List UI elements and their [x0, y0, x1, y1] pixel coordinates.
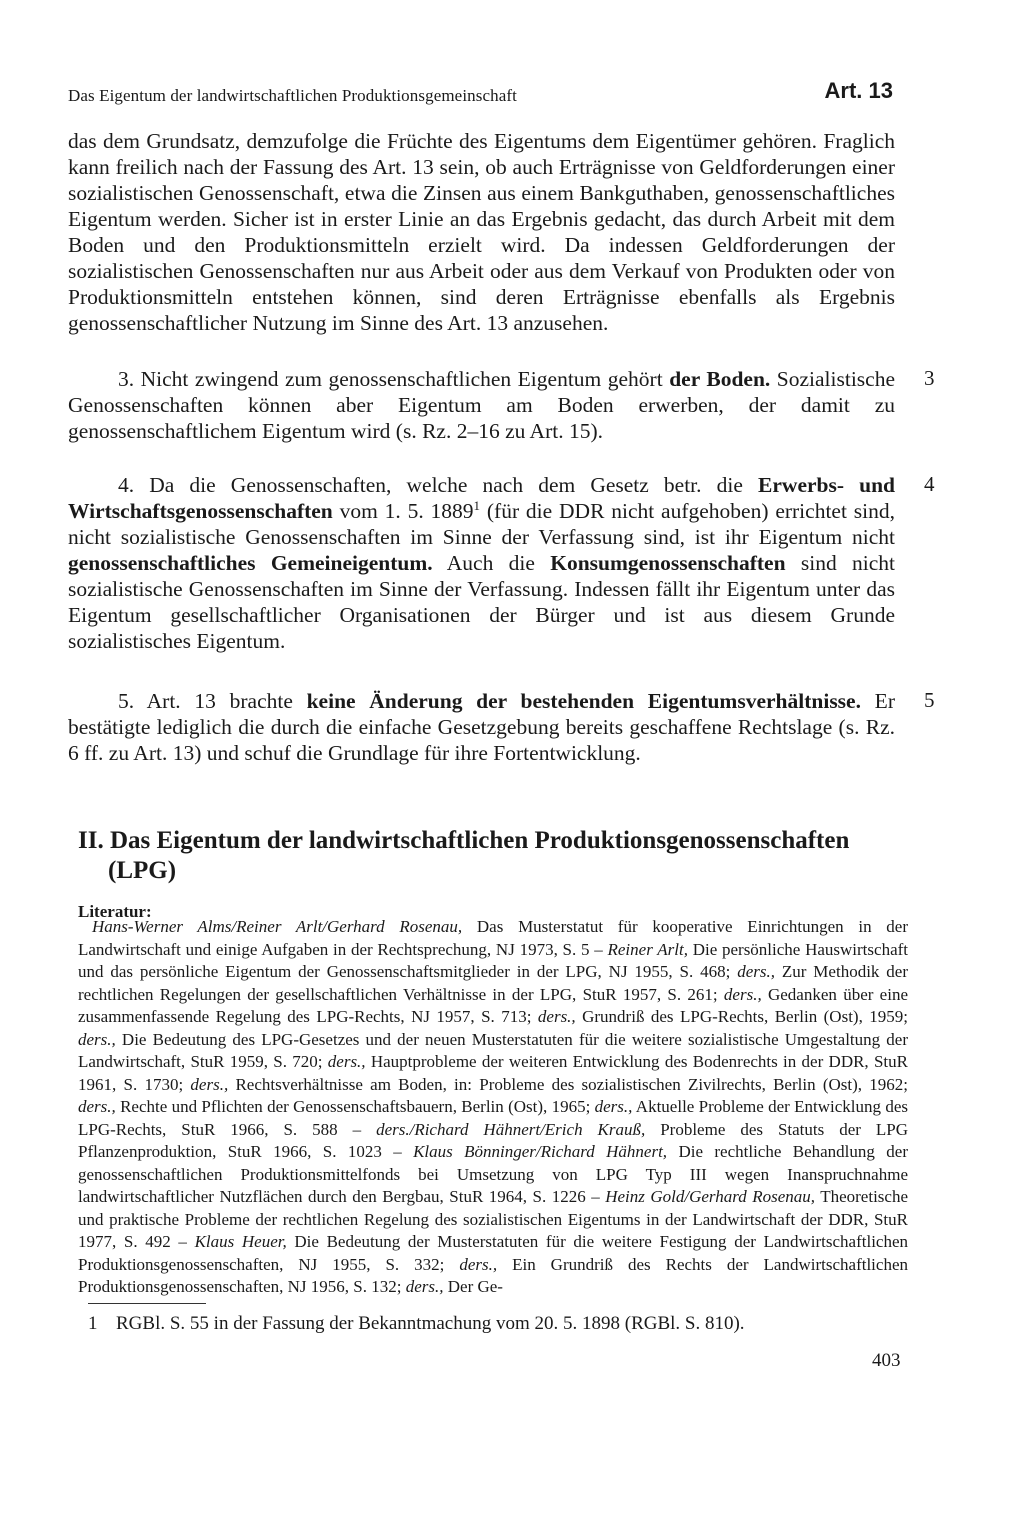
running-head	[68, 78, 893, 112]
literature-author: Hans-Werner Alms/Reiner Arlt/Gerhard Rosenau,	[92, 917, 463, 936]
bold-term: der Boden.	[669, 367, 771, 391]
literature-author: ders.,	[327, 1052, 366, 1071]
literature-author: ders.,	[594, 1097, 633, 1116]
paragraph-4	[68, 472, 895, 654]
literature-citation: Die Bedeutung der Musterstatuten für die weitere Festigung der Landwirtschaftlichen Produktionsgenossenschaften, NJ 1955, S. 332;	[78, 1232, 909, 1274]
literature-citation: Rechtsverhältnisse am Boden, in: Probleme des sozialistischen Zivilrechts, Berlin (Ost), 1962;	[228, 1074, 908, 1094]
literature-citation: Die rechtliche Behandlung der genossenschaftlichen Produktionsmittelfonds bei Umsetzung von LPG Typ III wegen Inanspruchnahme landwirtschaftlicher Nutzflächen durch den Bergbau, StuR 1964, S. 1226 –	[78, 1142, 908, 1206]
literature-text	[78, 916, 908, 1299]
page-number: 403	[872, 1350, 901, 1371]
literature-citation: Die Bedeutung des LPG-Gesetzes und der neuen Musterstatuten für die weitere sozialistische Umgestaltung der Landwirtschaft, StuR 1959, S. 720;	[78, 1029, 908, 1071]
footnote-number: 1	[88, 1313, 98, 1334]
literature-citation: Der Ge-	[443, 1277, 503, 1296]
literature-citation: Gedanken über eine zusammenfassende Regelung des LPG-Rechts, NJ 1957, S. 713;	[78, 984, 908, 1026]
footnote-rule	[88, 1303, 206, 1304]
text-run: vom 1. 5. 1889	[332, 499, 474, 523]
text-run: sind nicht sozialistische Genossenschaften im Sinne der Verfassung. Indessen fällt ihr Eigentum unter das Eigentum gesellschaftlicher Organisationen der Bürger und ist aus diesem Grunde sozialistisches Eigentum.	[68, 551, 895, 653]
literature-label: Literatur:	[78, 902, 152, 921]
literature-list	[78, 916, 908, 1299]
text-run: 3. Nicht zwingend zum genossenschaftlichen Eigentum gehört	[118, 367, 670, 391]
section-number: II.	[78, 827, 104, 854]
literature-author: ders.,	[78, 1097, 116, 1116]
paragraph-continuation	[68, 128, 895, 336]
paragraph-3-text	[68, 366, 895, 444]
paragraph-5	[68, 688, 895, 766]
footnote-text: RGBl. S. 55 in der Fassung der Bekanntmachung vom 20. 5. 1898 (RGBl. S. 810).	[116, 1313, 745, 1334]
text-run: 5. Art. 13 brachte	[118, 689, 307, 713]
running-title: Das Eigentum der landwirtschaftlichen Produktionsgemeinschaft	[68, 86, 517, 105]
bold-term: keine Änderung der bestehenden Eigentumsverhältnisse.	[306, 689, 861, 713]
footnote	[88, 1312, 908, 1336]
bold-term: genossenschaftliches Gemeineigentum.	[68, 551, 433, 575]
literature-author: ders.,	[190, 1074, 229, 1094]
literature-author: ders.,	[459, 1254, 498, 1274]
literature-citation: Ein Grundriß des Rechts der Landwirtschaftlichen Produktionsgenossenschaften, NJ 1956, S. 132;	[78, 1254, 908, 1296]
literature-author: ders.,	[405, 1277, 444, 1296]
bold-term: Konsumgenossenschaften	[550, 551, 786, 575]
text-run: Er bestätigte lediglich die durch die einfache Gesetzgebung bereits geschaffene Rechtslage (s. Rz. 6 ff. zu Art. 13) und schuf die Grundlage für ihre Fortentwicklung.	[68, 689, 895, 765]
section-title-line1: Das Eigentum der landwirtschaftlichen Produktionsgenossenschaften	[109, 827, 850, 854]
margin-number-3: 3	[924, 366, 935, 390]
literature-author: ders.,	[723, 984, 762, 1004]
literature-author: ders.,	[537, 1007, 576, 1026]
literature-author: ders.,	[737, 962, 776, 981]
literature-citation: Die persönliche Hauswirtschaft und das persönliche Eigentum der Genossenschaftsmitglieder in der LPG, NJ 1955, S. 468;	[78, 939, 908, 981]
literature-author: ders.,	[78, 1029, 116, 1049]
bold-term: Erwerbs- und Wirtschaftsgenossenschaften	[68, 473, 895, 523]
literature-citation: Das Musterstatut für kooperative Einrichtungen in der Landwirtschaft und einige Aufgaben in der Rechtsprechung, NJ 1973, S. 5 –	[78, 917, 908, 959]
literature-author: Klaus Bönninger/Richard Hähnert,	[413, 1142, 668, 1161]
text-run: Sozialistische Genossenschaften können aber Eigentum am Boden erwerben, der damit zu genossenschaftlichem Eigentum wird (s. Rz. 2–16 zu Art. 15).	[68, 367, 896, 443]
section-heading	[78, 826, 898, 886]
article-label: Art. 13	[824, 78, 893, 103]
paragraph-5-text	[68, 688, 895, 766]
literature-author: ders./Richard Hähnert/Erich Krauß,	[376, 1119, 646, 1139]
literature-citation: Probleme des Statuts der LPG Pflanzenproduktion, StuR 1966, S. 1023 –	[78, 1119, 908, 1161]
text-run: (für die DDR nicht aufgehoben) errichtet sind, nicht sozialistische Genossenschaften im Sinne der Verfassung sind, ist ihr Eigentum nicht	[68, 499, 895, 549]
literature-author: Klaus Heuer,	[194, 1232, 287, 1251]
paragraph-3	[68, 366, 895, 444]
literature-author: Heinz Gold/Gerhard Rosenau,	[605, 1187, 816, 1206]
literature-citation: Zur Methodik der rechtlichen Regelungen der gesellschaftlichen Verhältnisse in der LPG, StuR 1957, S. 261;	[78, 962, 908, 1004]
literature-citation: Aktuelle Probleme der Entwicklung des LPG-Rechts, StuR 1966, S. 588 –	[78, 1097, 909, 1139]
text-run: Auch die	[432, 551, 551, 575]
margin-number-4: 4	[924, 472, 935, 496]
paragraph-4-text	[68, 472, 895, 654]
margin-number-5: 5	[924, 688, 935, 712]
paragraph-text: das dem Grundsatz, demzufolge die Früchte des Eigentums dem Eigentümer gehören. Fraglich kann freilich nach der Fassung des Art. 13 sein, ob auch Erträgnisse von Geldforderungen einer sozialistischen Genossenschaft, etwa die Zinsen aus einem Bankguthaben, genossenschaftliches Eigentum werden. Sicher ist in erster Linie an das Ergebnis gedacht, das durch Arbeit mit dem Boden und den Produktionsmitteln erzielt wird. Da indessen Geldforderungen der sozialistischen Genossenschaften nur aus Arbeit oder aus dem Verkauf von Produkten oder von Produktionsmitteln entstehen können, sind deren Erträgnisse ebenfalls als Ergebnis genossenschaftlicher Nutzung im Sinne des Art. 13 anzusehen.	[68, 129, 895, 335]
literature-citation: Hauptprobleme der weiteren Entwicklung des Bodenrechts in der DDR, StuR 1961, S. 1730;	[78, 1052, 908, 1094]
text-run: 4. Da die Genossenschaften, welche nach dem Gesetz betr. die	[118, 473, 759, 497]
literature-citation: Rechte und Pflichten der Genossenschaftsbauern, Berlin (Ost), 1965;	[115, 1097, 595, 1116]
literature-citation: Grundriß des LPG-Rechts, Berlin (Ost), 1959;	[575, 1007, 908, 1026]
footnote-reference[interactable]: 1	[473, 498, 481, 513]
literature-citation: Theoretische und praktische Probleme der rechtlichen Regelung des sozialistischen Eigentums in der Landwirtschaft der DDR, StuR 1977, S. 492 –	[78, 1187, 909, 1251]
section-title-line2: (LPG)	[108, 857, 177, 884]
literature-author: Reiner Arlt,	[607, 939, 688, 959]
